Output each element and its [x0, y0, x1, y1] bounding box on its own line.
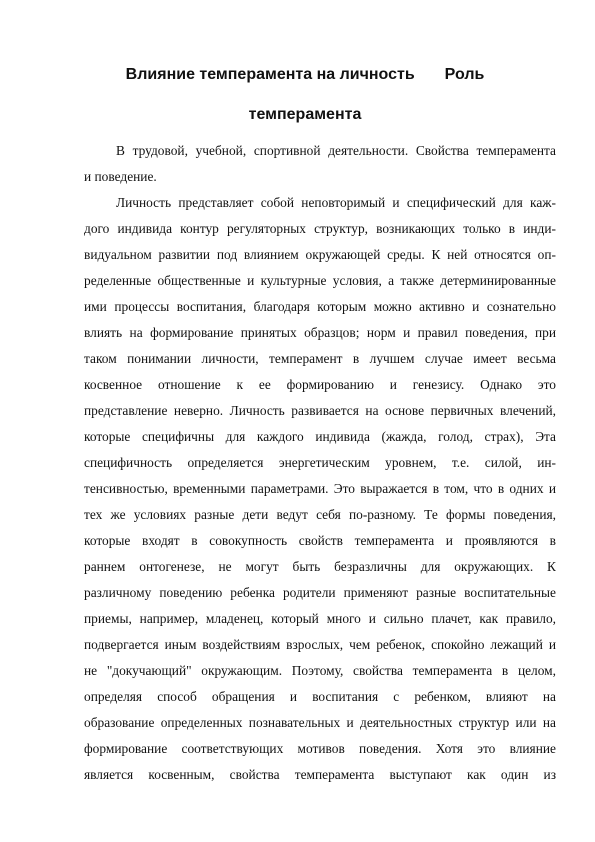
paragraph-2-line: которые входят в совокупность свойств темперамента и проявляются в [84, 533, 556, 548]
paragraph-2-line: Личность представляет собой неповторимый и специфический для каж- [116, 195, 556, 210]
paragraph-2-line: является косвенным, свойства темперамента выступают как один из [84, 767, 556, 782]
paragraph-2-line: различному поведению ребенка родители применяют разные воспитательные [84, 585, 556, 600]
paragraph-2-line: подвергается иным воздействиям взрослых, чем ребенок, спокойно лежащий и [84, 637, 556, 652]
paragraph-2-line: косвенное отношение к ее формированию и генезису. Однако это [84, 377, 556, 392]
paragraph-2-line: таком понимании личности, темперамент в лучшем случае имеет весьма [84, 351, 556, 366]
paragraph-2-line: определяя способ обращения и воспитания с ребенком, влияют на [84, 689, 556, 704]
paragraph-2-line: которые специфичны для каждого индивида (жажда, голод, страх), Эта [84, 429, 556, 444]
paragraph-2-line: ределенные общественные и культурные условия, а также детерминированные [84, 273, 556, 288]
body-text [84, 138, 556, 788]
paragraph-2-line: ими процессы воспитания, благодаря которым можно активно и сознательно [84, 299, 556, 314]
paragraph-2-line: тех же условиях разные дети ведут себя по-разному. Те формы поведения, [84, 507, 556, 522]
paragraph-1-line: В трудовой, учебной, спортивной деятельности. Свойства темперамента [116, 143, 556, 158]
paragraph-2-line: формирование соответствующих мотивов поведения. Хотя это влияние [84, 741, 556, 756]
page-title-line-1 [70, 65, 540, 85]
paragraph-2-line: специфичность определяется энергетическим уровнем, т.е. силой, ин- [84, 455, 556, 470]
paragraph-1-line: и поведение. [84, 169, 157, 184]
paragraph-2-line: не "докучающий" окружающим. Поэтому, свойства темперамента в целом, [84, 663, 556, 678]
paragraph-2-line: образование определенных познавательных и деятельностных структур или на [84, 715, 556, 730]
paragraph-2-line: представление неверно. Личность развивается на основе первичных влечений, [84, 403, 556, 418]
paragraph-2-line: дого индивида контур регуляторных структур, возникающих только в инди- [84, 221, 556, 236]
paragraph-2-line: раннем онтогенезе, не могут быть безразличны для окружающих. К [84, 559, 556, 574]
paragraph-2-line: тенсивностью, временными параметрами. Это выражается в том, что в одних и [84, 481, 556, 496]
page-title-line-2: темперамента [248, 106, 362, 123]
title-part-1: Влияние темперамента на личность [125, 66, 415, 83]
title-part-2: Роль [444, 66, 485, 83]
paragraph-2-line: приемы, например, младенец, который много и сильно плачет, как правило, [84, 611, 556, 626]
paragraph-2-line: видуальном развитии под влиянием окружающей среды. К ней относятся оп- [84, 247, 556, 262]
paragraph-2-line: влиять на формирование принятых образцов; норм и правил поведения, при [84, 325, 556, 340]
